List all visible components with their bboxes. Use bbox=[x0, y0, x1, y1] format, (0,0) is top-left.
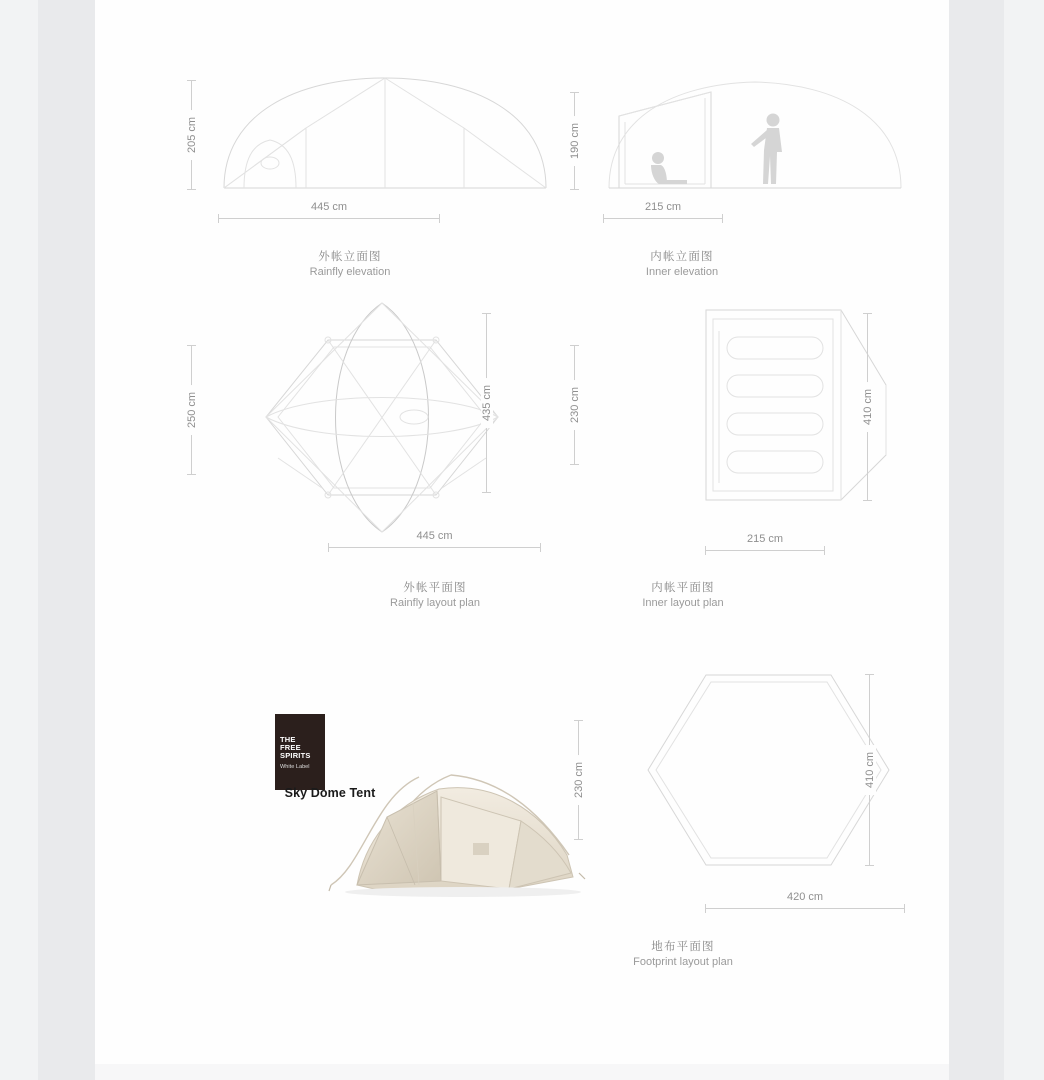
footprint-plan-drawing bbox=[601, 660, 931, 890]
dimension-rainfly-plan-depth: 250 cm bbox=[191, 345, 192, 475]
dimension-rainfly-plan-width: 445 cm bbox=[328, 547, 541, 548]
sheet-bottom-edge bbox=[95, 1064, 949, 1080]
caption-footprint-layout-plan: 地布平面图 Footprint layout plan bbox=[633, 941, 733, 968]
brand-logo-block: THE FREE SPIRITS White Label bbox=[275, 714, 325, 790]
diagram-footprint-layout-plan bbox=[573, 660, 953, 980]
dimension-inner-plan-length: 410 cm bbox=[867, 313, 868, 501]
inner-elevation-drawing bbox=[601, 70, 941, 200]
diagram-inner-elevation bbox=[568, 70, 953, 280]
product-photo-sky-dome-tent bbox=[323, 745, 613, 895]
caption-inner-layout-plan: 内帐平面图 Inner layout plan bbox=[642, 582, 724, 609]
spec-sheet bbox=[95, 0, 949, 1064]
dimension-footprint-length: 410 cm bbox=[869, 674, 870, 866]
diagram-inner-layout-plan bbox=[568, 295, 953, 615]
dimension-inner-elevation-width: 215 cm bbox=[603, 218, 723, 219]
caption-rainfly-elevation: 外帐立面图 Rainfly elevation bbox=[309, 251, 391, 278]
product-name-label: Sky Dome Tent bbox=[284, 786, 376, 800]
dimension-rainfly-elevation-height: 205 cm bbox=[191, 80, 192, 190]
rainfly-elevation-drawing bbox=[218, 70, 598, 200]
dimension-inner-plan-depth: 230 cm bbox=[574, 345, 575, 465]
caption-inner-elevation: 内帐立面图 Inner elevation bbox=[645, 251, 719, 278]
inner-plan-drawing bbox=[601, 295, 931, 535]
diagram-rainfly-layout-plan bbox=[185, 295, 590, 615]
dimension-footprint-depth: 230 cm bbox=[578, 720, 579, 840]
dimension-rainfly-plan-diagonal: 435 cm bbox=[486, 313, 487, 493]
rainfly-plan-drawing bbox=[218, 295, 558, 540]
dimension-inner-elevation-height: 190 cm bbox=[574, 92, 575, 190]
caption-rainfly-layout-plan: 外帐平面图 Rainfly layout plan bbox=[390, 582, 480, 609]
page-right-margin bbox=[1004, 0, 1044, 1080]
diagram-rainfly-elevation bbox=[185, 70, 570, 280]
dimension-inner-plan-width: 215 cm bbox=[705, 550, 825, 551]
dimension-footprint-width: 420 cm bbox=[705, 908, 905, 909]
page-left-margin bbox=[0, 0, 38, 1080]
dimension-rainfly-elevation-width: 445 cm bbox=[218, 218, 440, 219]
